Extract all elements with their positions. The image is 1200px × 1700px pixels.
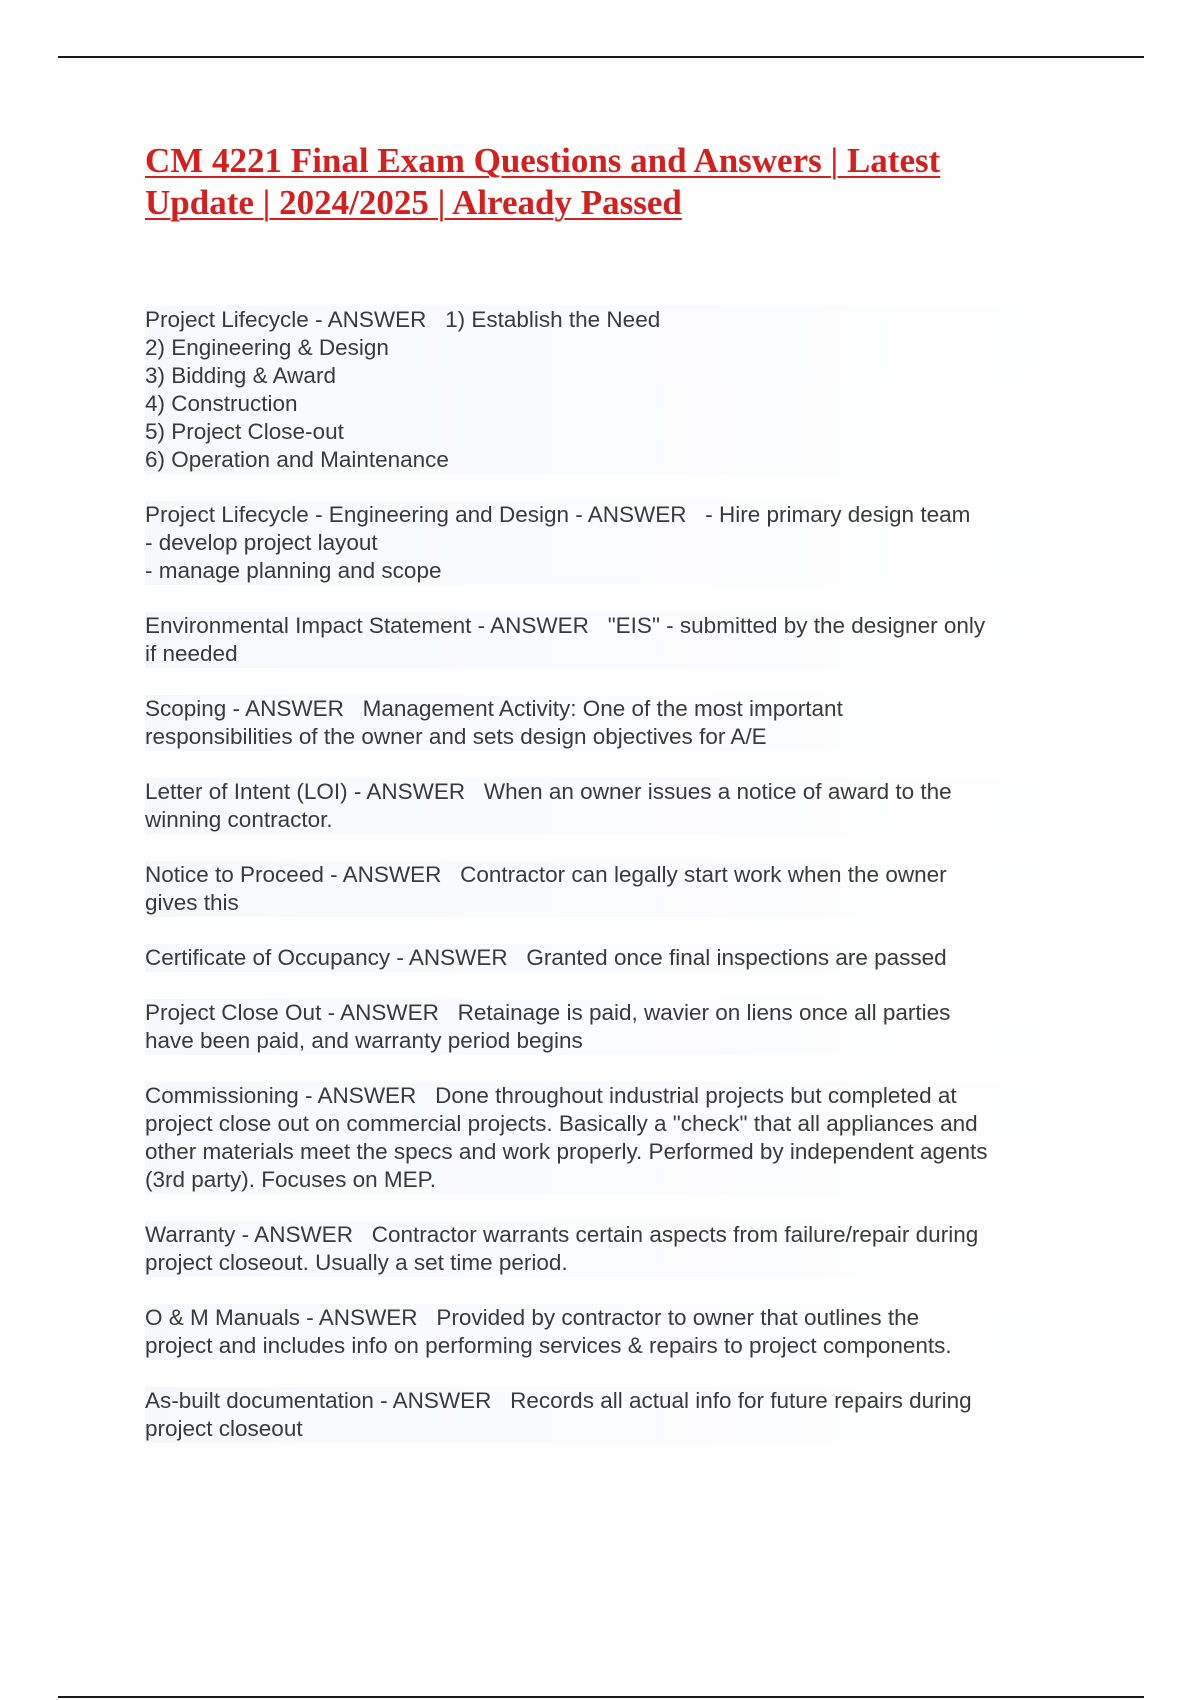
qa-term: Project Close Out - ANSWER (145, 1000, 439, 1025)
qa-item-project-close-out (145, 999, 1065, 1055)
qa-list (145, 306, 1065, 1443)
qa-term: Scoping - ANSWER (145, 696, 344, 721)
qa-answer: "EIS" - submitted by the designer only if needed (145, 613, 986, 666)
qa-item-as-built (145, 1387, 1065, 1443)
bottom-rule (58, 1696, 1144, 1698)
qa-answer: 1) Establish the Need 2) Engineering & Design 3) Bidding & Award 4) Construction 5) Project Close-out 6) Operation and Maintenance (145, 307, 661, 472)
qa-term: Notice to Proceed - ANSWER (145, 862, 442, 887)
qa-term: As-built documentation - ANSWER (145, 1388, 492, 1413)
qa-item-certificate-of-occupancy (145, 944, 1065, 972)
qa-term: Letter of Intent (LOI) - ANSWER (145, 779, 466, 804)
qa-term: Project Lifecycle - Engineering and Design - ANSWER (145, 502, 687, 527)
qa-answer: Done throughout industrial projects but completed at project close out on commercial projects. Basically a "check" that all appliances and other materials meet the specs and work properly. Performed by independent agents (3rd party). Focuses on MEP. (145, 1083, 988, 1192)
qa-item-eis (145, 612, 1065, 668)
qa-item-project-lifecycle (145, 306, 1065, 474)
qa-term: O & M Manuals - ANSWER (145, 1305, 418, 1330)
document-body (145, 140, 1065, 1470)
qa-item-scoping (145, 695, 1065, 751)
qa-term: Warranty - ANSWER (145, 1222, 353, 1247)
title-line-2: Update | 2024/2025 | Already Passed (145, 183, 682, 222)
qa-answer: Management Activity: One of the most important responsibilities of the owner and sets design objectives for A/E (145, 696, 843, 749)
qa-answer: Retainage is paid, wavier on liens once all parties have been paid, and warranty period begins (145, 1000, 951, 1053)
qa-term: Project Lifecycle - ANSWER (145, 307, 427, 332)
qa-item-notice-to-proceed (145, 861, 1065, 917)
qa-item-om-manuals (145, 1304, 1065, 1360)
qa-answer: Provided by contractor to owner that outlines the project and includes info on performing services & repairs to project components. (145, 1305, 952, 1358)
qa-answer: Granted once final inspections are passed (526, 945, 947, 970)
qa-item-commissioning (145, 1082, 1065, 1194)
qa-answer: Records all actual info for future repairs during project closeout (145, 1388, 972, 1441)
qa-item-warranty (145, 1221, 1065, 1277)
title-line-1: CM 4221 Final Exam Questions and Answers | Latest (145, 141, 941, 180)
qa-answer: - Hire primary design team - develop project layout - manage planning and scope (145, 502, 971, 583)
qa-answer: Contractor warrants certain aspects from failure/repair during project closeout. Usually a set time period. (145, 1222, 979, 1275)
qa-item-engineering-design (145, 501, 1065, 585)
qa-term: Environmental Impact Statement - ANSWER (145, 613, 589, 638)
qa-term: Commissioning - ANSWER (145, 1083, 417, 1108)
qa-term: Certificate of Occupancy - ANSWER (145, 945, 508, 970)
top-rule (58, 56, 1144, 58)
document-title (145, 140, 1065, 224)
qa-answer: When an owner issues a notice of award to the winning contractor. (145, 779, 952, 832)
qa-item-loi (145, 778, 1065, 834)
qa-answer: Contractor can legally start work when the owner gives this (145, 862, 947, 915)
